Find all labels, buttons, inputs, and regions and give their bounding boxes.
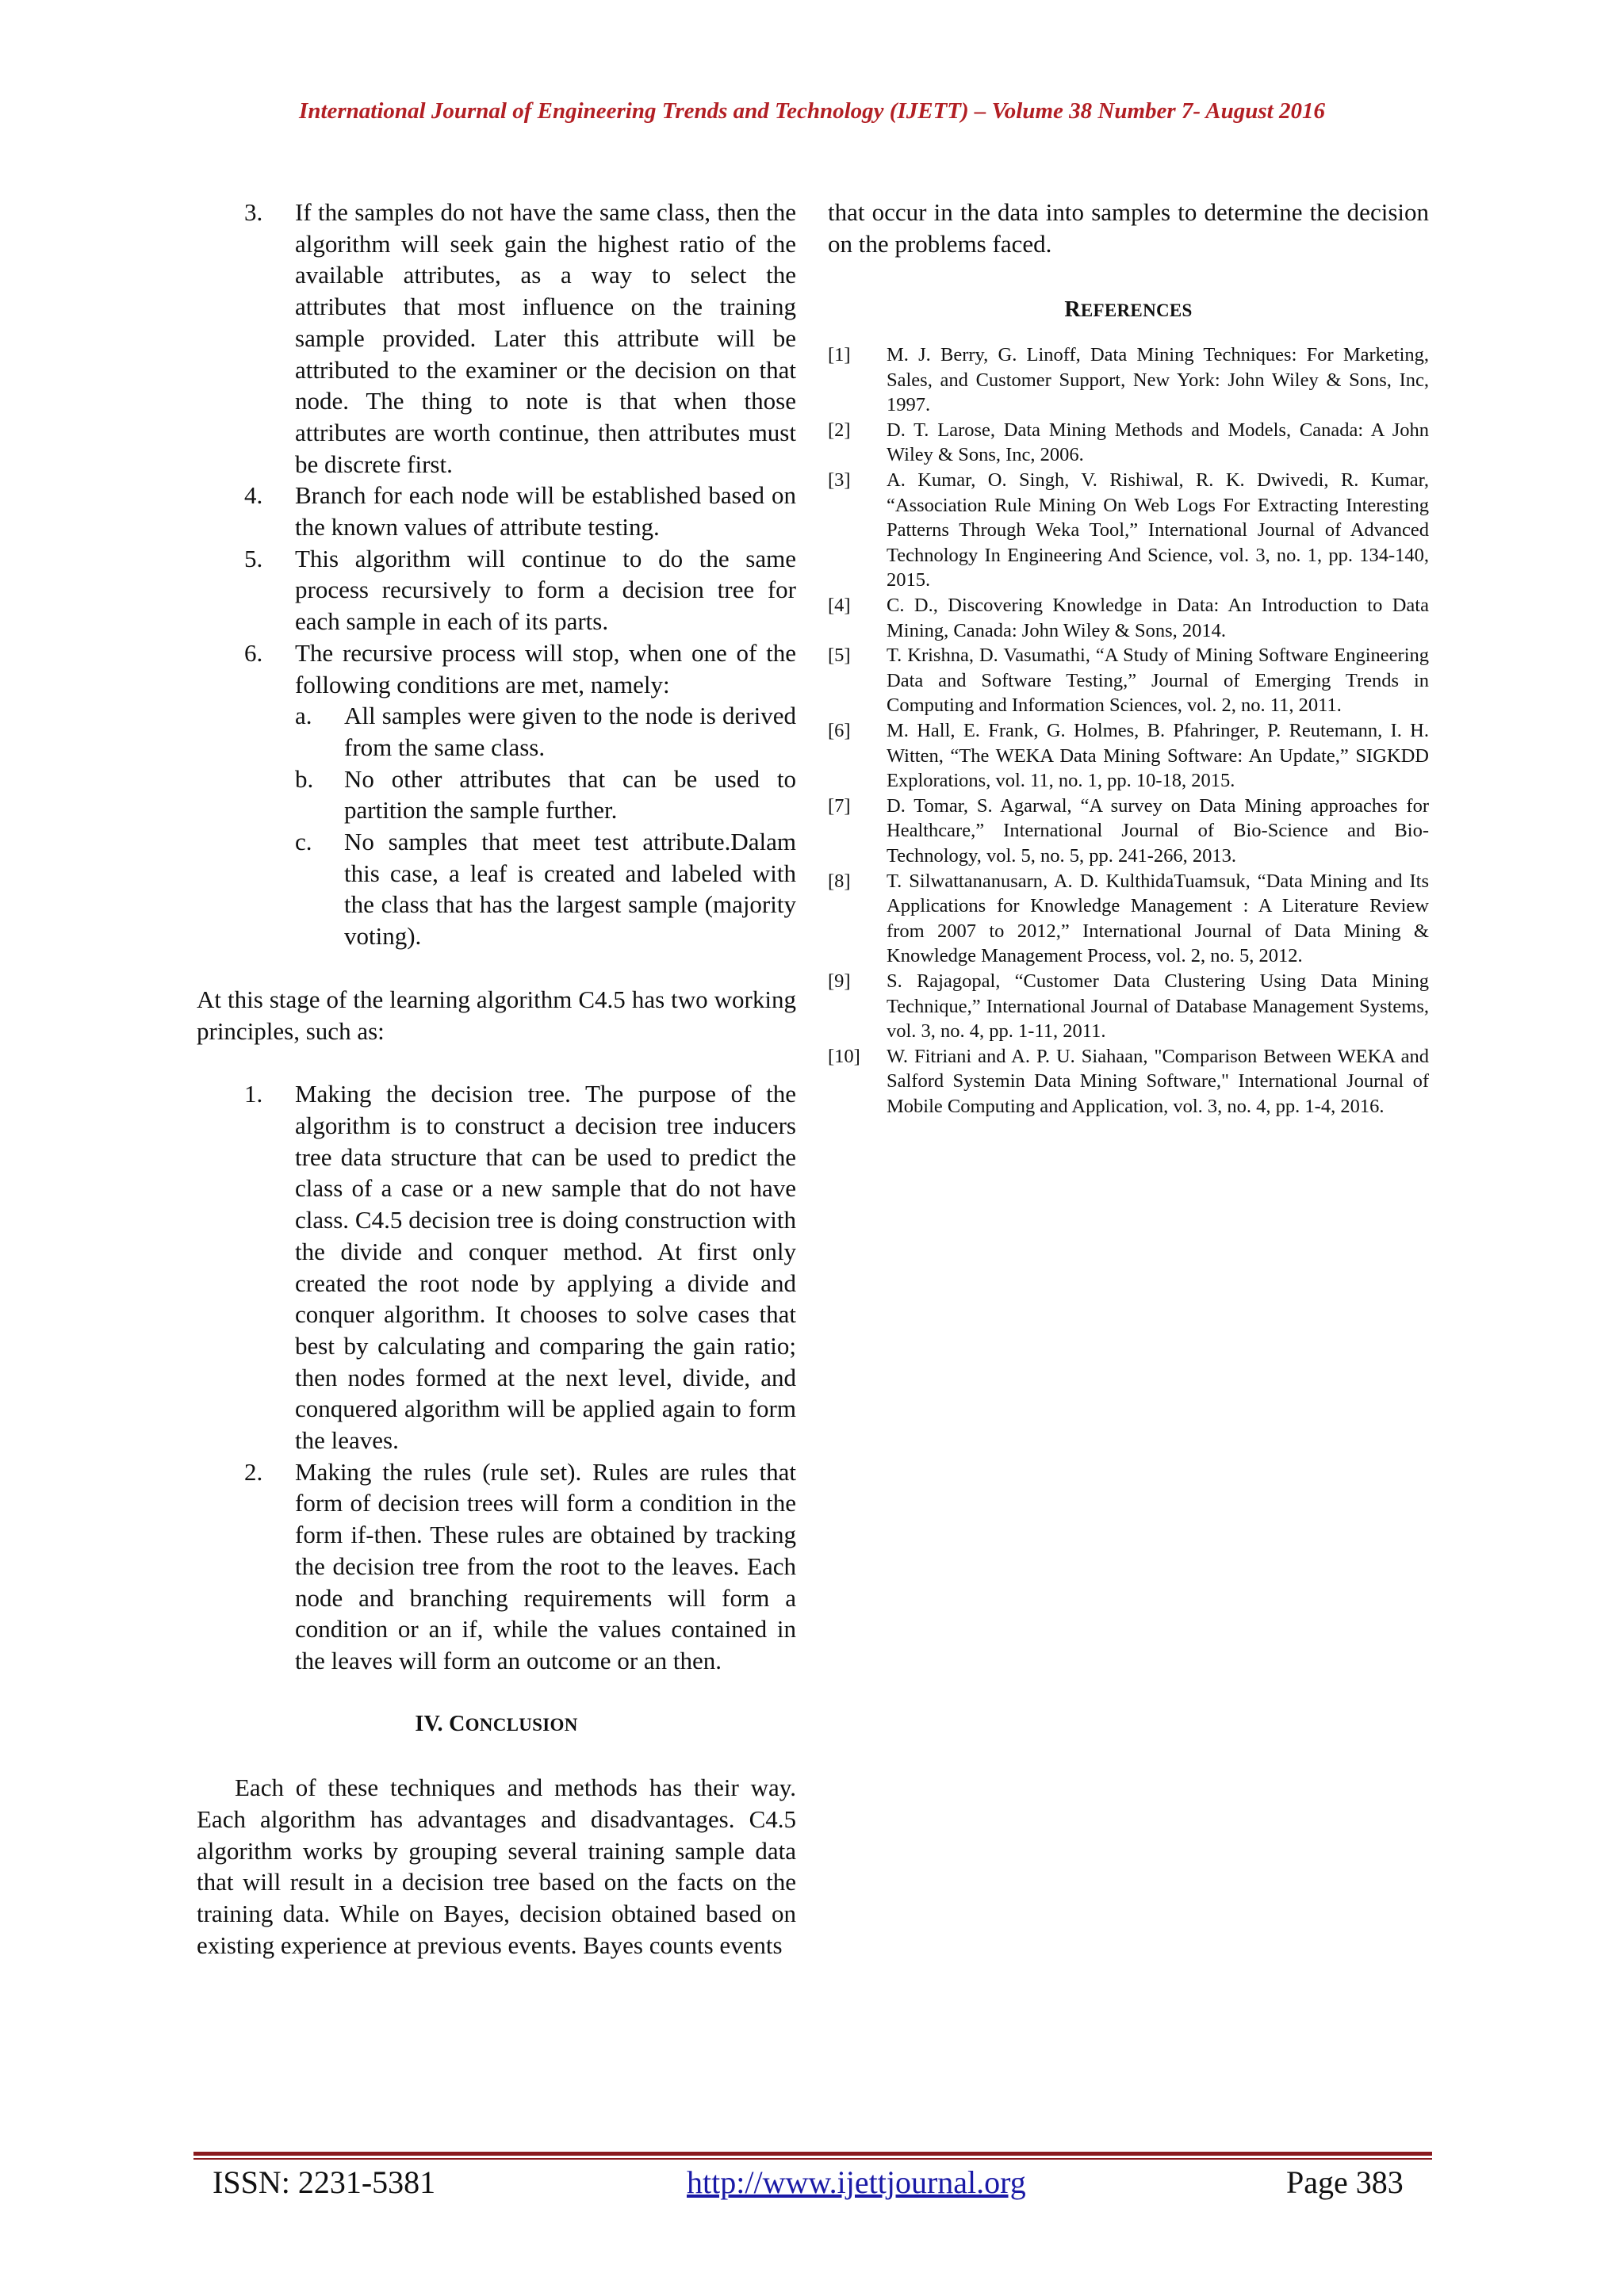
conclusion-paragraph: Each of these techniques and methods has their way. Each algorithm has advantages and disadvantages. C4.5 algorithm works by grouping several training sample data that will result in a decision tree based on the facts on the training data. While on Bayes, decision obtained based on existing experience at previous events. Bayes counts events: [197, 1774, 796, 1959]
reference-marker: [8]: [828, 870, 851, 892]
reference-text: M. J. Berry, G. Linoff, Data Mining Techniques: For Marketing, Sales, and Customer Support, New York: John Wiley & Sons, Inc, 1997.: [887, 344, 1429, 416]
list-marker: 6.: [244, 638, 263, 667]
stop-conditions-list: [295, 700, 796, 952]
journal-header: International Journal of Engineering Trends and Technology (IJETT) – Volume 38 Number 7- August 2016: [299, 98, 1325, 124]
list-item: [197, 1456, 796, 1677]
list-item: [197, 543, 796, 637]
reference-item: [828, 794, 1429, 869]
references-list: [828, 342, 1429, 1119]
list-item: [197, 197, 796, 480]
reference-marker: [3]: [828, 469, 851, 492]
list-item: [295, 826, 796, 952]
list-item: [197, 637, 796, 952]
list-item: [197, 1078, 796, 1456]
reference-text: M. Hall, E. Frank, G. Holmes, B. Pfahringer, P. Reutemann, I. H. Witten, “The WEKA Data Mining Software: An Update,” SIGKDD Explorations, vol. 11, no. 1, pp. 10-18, 2015.: [887, 720, 1429, 792]
journal-url-link[interactable]: http://www.ijettjournal.org: [687, 2164, 1026, 2200]
right-column: [828, 197, 1429, 1119]
references-heading: REFERENCES: [1064, 297, 1193, 323]
reference-text: D. T. Larose, Data Mining Methods and Models, Canada: A John Wiley & Sons, Inc, 2006.: [887, 419, 1429, 466]
reference-item: [828, 969, 1429, 1044]
left-column: [197, 197, 796, 1961]
list-marker: 2.: [244, 1457, 263, 1486]
reference-item: [828, 342, 1429, 418]
reference-item: [828, 643, 1429, 718]
list-item-text: No samples that meet test attribute.Dalam this case, a leaf is created and labeled with the class that has the largest sample (majority voting).: [344, 828, 796, 951]
list-marker: a.: [295, 702, 312, 730]
list-item: [295, 700, 796, 763]
list-item-text: Making the decision tree. The purpose of the algorithm is to construct a decision tree inducers tree data structure that can be used to predict the class of a case or a new sample that do not have class. C4.5 decision tree is doing construction with the divide and conquer method. At first only created the root node by applying a divide and conquer algorithm. It chooses to solve cases that best by calculating and comparing the gain ratio; then nodes formed at the next level, divide, and conquered algorithm will be applied again to form the leaves.: [295, 1080, 796, 1455]
list-item-text: All samples were given to the node is derived from the same class.: [344, 702, 796, 761]
reference-text: D. Tomar, S. Agarwal, “A survey on Data Mining approaches for Healthcare,” International Journal of Bio-Science and Bio-Technology, vol. 5, no. 5, pp. 241-266, 2013.: [887, 794, 1429, 867]
list-marker: c.: [295, 828, 312, 856]
reference-item: [828, 593, 1429, 643]
list-item-text: Making the rules (rule set). Rules are rules that form of decision trees will form a condition in the form if-then. These rules are obtained by tracking the decision tree from the root to the leaves. Each node and branching requirements will form a condition or an if, while the values contained in the leaves will form an outcome or an then.: [295, 1457, 796, 1674]
reference-text: C. D., Discovering Knowledge in Data: An Introduction to Data Mining, Canada: John Wiley & Sons, 2014.: [887, 595, 1429, 641]
footer-divider: [193, 2152, 1432, 2156]
reference-item: [828, 718, 1429, 794]
reference-marker: [4]: [828, 595, 851, 617]
page-number: Page 383: [1286, 2164, 1404, 2200]
list-item-text: If the samples do not have the same class, then the algorithm will seek gain the highest ratio of the available attributes, as a way to select the attributes that most influence on the training sample provided. Later this attribute will be attributed to the examiner or the decision on that node. The thing to note is that when those attributes are worth continue, then attributes must be discrete first.: [295, 198, 796, 478]
list-marker: b.: [295, 764, 314, 793]
list-item: [295, 763, 796, 826]
reference-text: A. Kumar, O. Singh, V. Rishiwal, R. K. Dwivedi, R. Kumar, “Association Rule Mining On Web Logs For Extracting Interesting Patterns Through Weka Tool,” International Journal of Advanced Technology In Engineering And Science, vol. 3, no. 1, pp. 134-140, 2015.: [887, 469, 1429, 591]
reference-marker: [10]: [828, 1045, 860, 1067]
reference-text: T. Krishna, D. Vasumathi, “A Study of Mining Software Engineering Data and Software Testing,” Journal of Emerging Trends in Computing and Information Sciences, vol. 2, no. 11, 2011.: [887, 645, 1429, 717]
list-marker: 1.: [244, 1080, 263, 1108]
reference-item: [828, 869, 1429, 969]
reference-text: T. Silwattananusarn, A. D. KulthidaTuamsuk, “Data Mining and Its Applications for Knowledge Management : A Literature Review from 2007 to 2012,” International Journal of Data Mining & Knowledge Management Process, vol. 2, no. 5, 2012.: [887, 870, 1429, 967]
footer-divider-thin: [193, 2158, 1432, 2160]
algorithm-steps-list: [197, 197, 796, 952]
list-item-text: This algorithm will continue to do the same process recursively to form a decision tree for each sample in each of its parts.: [295, 544, 796, 636]
stage-paragraph: At this stage of the learning algorithm C4.5 has two working principles, such as:: [197, 985, 796, 1045]
list-item-text: The recursive process will stop, when one of the following conditions are met, namely:: [295, 638, 796, 698]
reference-text: S. Rajagopal, “Customer Data Clustering Using Data Mining Technique,” International Journal of Database Management Systems, vol. 3, no. 4, pp. 1-11, 2011.: [887, 970, 1429, 1043]
list-marker: 3.: [244, 198, 263, 226]
reference-marker: [2]: [828, 419, 851, 441]
list-item: [197, 480, 796, 542]
reference-marker: [7]: [828, 794, 851, 817]
reference-item: [828, 1044, 1429, 1119]
conclusion-heading: IV. CONCLUSION: [415, 1711, 578, 1736]
reference-item: [828, 468, 1429, 593]
reference-marker: [6]: [828, 720, 851, 742]
list-item-text: Branch for each node will be established based on the known values of attribute testing.: [295, 481, 796, 541]
reference-text: W. Fitriani and A. P. U. Siahaan, "Comparison Between WEKA and Salford Systemin Data Mining Software," International Journal of Mobile Computing and Application, vol. 3, no. 4, pp. 1-4, 2016.: [887, 1045, 1429, 1117]
reference-marker: [9]: [828, 970, 851, 992]
continuation-paragraph: that occur in the data into samples to determine the decision on the problems faced.: [828, 198, 1429, 258]
list-marker: 4.: [244, 481, 263, 510]
list-item-text: No other attributes that can be used to partition the sample further.: [344, 764, 796, 825]
reference-marker: [5]: [828, 645, 851, 667]
list-marker: 5.: [244, 544, 263, 572]
footer-issn: ISSN: 2231-5381: [213, 2164, 436, 2200]
working-principles-list: [197, 1078, 796, 1676]
reference-item: [828, 418, 1429, 468]
reference-marker: [1]: [828, 344, 851, 366]
